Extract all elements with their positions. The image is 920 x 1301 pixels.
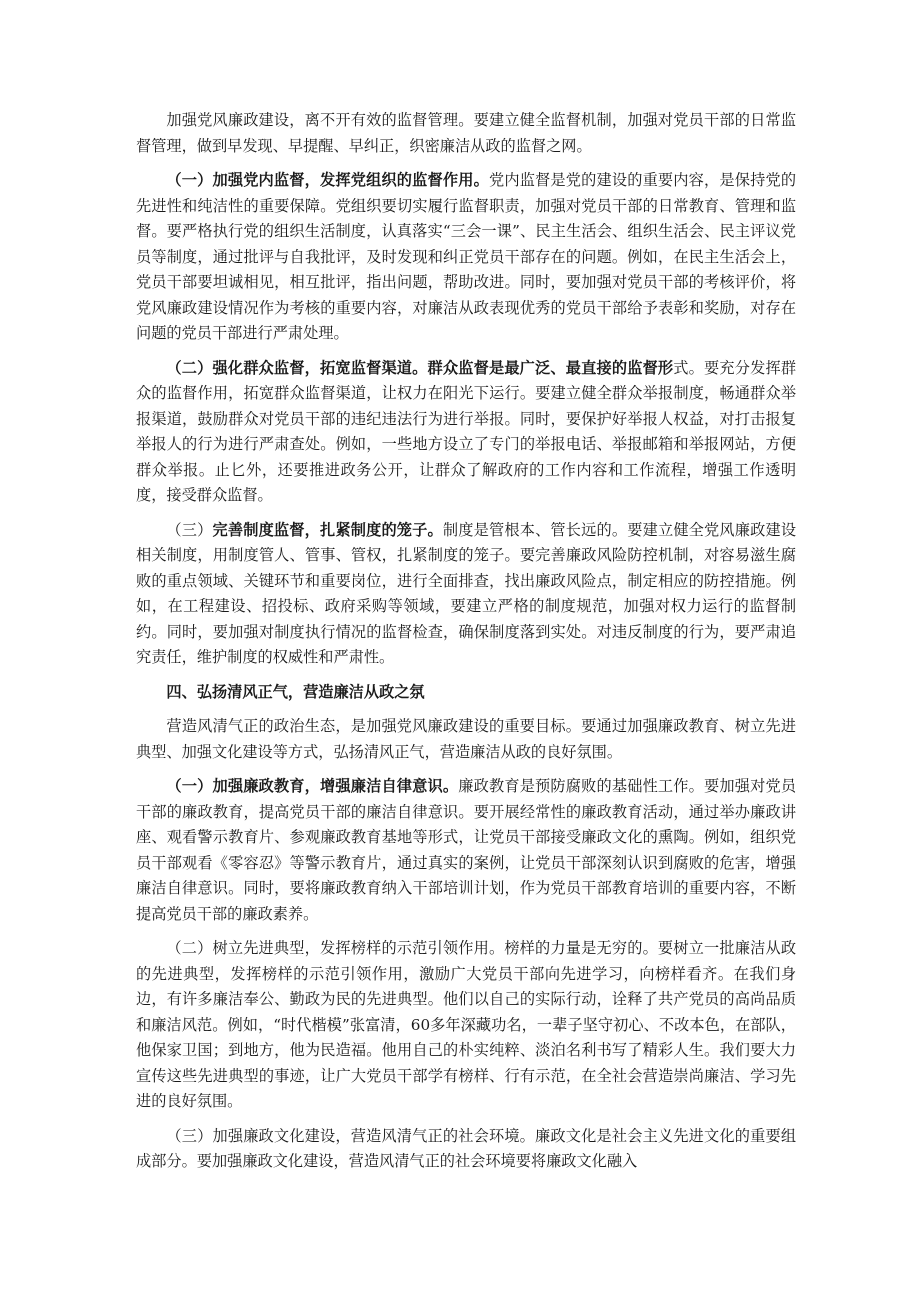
sec3-item-1-body: 党内监督是党的建设的重要内容，是保持党的先进性和纯洁性的重要保障。党组织要切实履行监督职责，加强对党员干部的日常教育、管理和监督。要严格执行党的组织生活制度，认真落实“三会一课”、民主生活会、组织生活会、民主评议党员等制度，通过批评与自我批评，及时发现和纠正党员干部存在的问题。例如，在民主生活会上，党员干部要坦诚相见，相互批评，指出问题，帮助改进。同时，要加强对党员干部的考核评价，将党风廉政建设情况作为考核的重要内容，对廉洁从政表现优秀的党员干部给予表彰和奖励，对存在问题的党员干部进行严肃处理。 (136, 171, 797, 342)
section4-intro: 营造风清气正的政治生态，是加强党风廉政建设的重要目标。要通过加强廉政教育、树立先进典型、加强文化建设等方式，弘扬清风正气，营造廉洁从政的良好氛围。 (136, 717, 796, 761)
sec4-item-2: （二）树立先进典型，发挥榜样的示范引领作用。榜样的力量是无穷的。要树立一批廉洁从政的先进典型，发挥榜样的示范引领作用，激励广大党员干部向先进学习，向榜样看齐。在我们身边，有许多廉洁奉公、勤政为民的先进典型。他们以自己的实际行动，诠释了共产党员的高尚品质和廉洁风范。例如，“时代楷模”张富清，60多年深藏功名，一辈子坚守初心、不改本色，在部队，他保家卫国；到地方，他为民造福。他用自己的朴实纯粹、淡泊名利书写了精彩人生。我们要大力宣传这些先进典型的事迹，让广大党员干部学有榜样、行有示范，在全社会营造崇尚廉洁、学习先进的良好氛围。 (136, 939, 796, 1110)
sec4-item-3: （三）加强廉政文化建设，营造风清气正的社会环境。廉政文化是社会主义先进文化的重要组成部分。要加强廉政文化建设，营造风清气正的社会环境要将廉政文化融入 (136, 1126, 796, 1170)
document-page (136, 108, 796, 1184)
sec4-item-1 (136, 774, 796, 927)
section4-heading: 四、弘扬清风正气，营造廉洁从政之氛 (166, 682, 425, 701)
sec4-item-1-body: 廉政教育是预防腐败的基础性工作。要加强对党员干部的廉政教育，提高党员干部的廉洁自律意识。要开展经常性的廉政教育活动，通过举办廉政讲座、观看警示教育片、参观廉政教育基地等形式，让党员干部接受廉政文化的熏陶。例如，组织党员干部观看《零容忍》等警示教育片，通过真实的案例，让党员干部深刻认识到腐败的危害，增强廉洁自律意识。同时，要将廉政教育纳入干部培训计划，作为党员干部教育培训的重要内容，不断提高党员干部的廉政素养。 (136, 777, 797, 923)
sec4-item-1-lead: （一）加强廉政教育，增强廉洁自律意识。 (166, 777, 459, 795)
sec3-item-2 (136, 356, 796, 509)
sec3-item-2-lead: （二）强化群众监督，拓宽监督渠道。群众监督是最广泛、最直接的监督形 (166, 358, 674, 377)
intro-paragraph: 加强党风廉政建设，离不开有效的监督管理。要建立健全监督机制，加强对党员干部的日常监督管理，做到早发现、早提醒、早纠正，织密廉洁从政的监督之网。 (136, 111, 796, 155)
sec3-item-3-lead: 完善制度监督，扎紧制度的笼子。 (212, 520, 443, 539)
sec3-item-2-body: 式。要充分发挥群众的监督作用，拓宽群众监督渠道，让权力在阳光下运行。要建立健全群众举报制度，畅通群众举报渠道，鼓励群众对党员干部的违纪违法行为进行举报。同时，要保护好举报人权益，对打击报复举报人的行为进行严肃查处。例如，一些地方设立了专门的举报电话、举报邮箱和举报网站，方便群众举报。止匕外，还要推进政务公开，让群众了解政府的工作内容和工作流程，增强工作透明度，接受群众监督。 (136, 358, 797, 504)
sec3-item-1 (136, 168, 796, 347)
sec3-item-3-body: 制度是管根本、管长远的。要建立健全党风廉政建设相关制度，用制度管人、管事、管权，扎紧制度的笼子。要完善廉政风险防控机制，对容易滋生腐败的重点领域、关键环节和重要岗位，进行全面排查，找出廉政风险点，制定相应的防控措施。例如，在工程建设、招投标、政府采购等领域，要建立严格的制度规范，加强对权力运行的监督制约。同时，要加强对制度执行情况的监督检查，确保制度落到实处。对违反制度的行为，要严肃追究责任，维护制度的权威性和严肃性。 (136, 520, 797, 666)
sec3-item-1-lead: （一）加强党内监督，发挥党组织的监督作用。 (166, 171, 489, 189)
sec3-item-3 (136, 518, 796, 671)
sec3-item-3-number: （三） (166, 520, 213, 539)
